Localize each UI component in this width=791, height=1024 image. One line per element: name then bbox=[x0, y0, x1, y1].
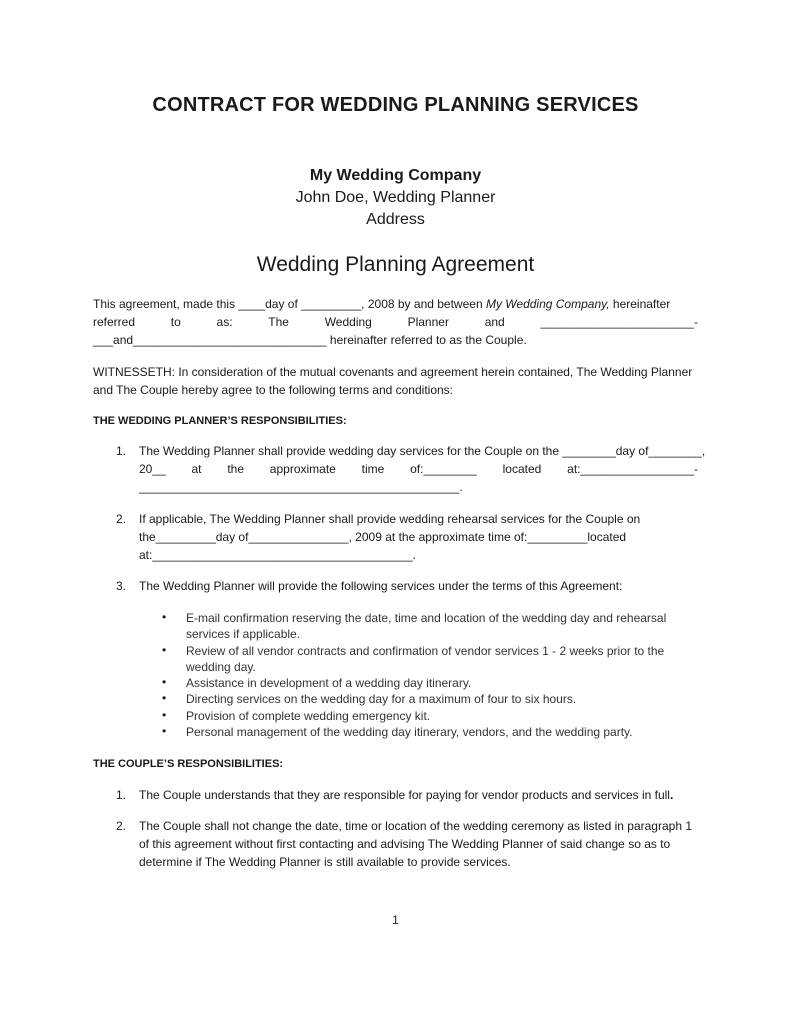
couple-item-1-text: The Couple understands that they are responsible for paying for vendor products and services in full bbox=[139, 788, 670, 802]
planner-item-2-line-2: the_________day of_______________, 2009 at the approximate time of:_________located bbox=[139, 530, 627, 544]
planner-name: John Doe, Wedding Planner bbox=[295, 189, 496, 206]
bullet-icon: • bbox=[162, 675, 167, 689]
intro-line-2 bbox=[93, 313, 698, 331]
item-word: the bbox=[227, 462, 244, 476]
couple-item-2-line-3: determine if The Wedding Planner is still available to provide services. bbox=[139, 855, 511, 869]
service-item-3: Assistance in development of a wedding day itinerary. bbox=[186, 676, 472, 690]
intro-word: as: bbox=[216, 315, 233, 329]
witnesseth-paragraph bbox=[93, 363, 698, 399]
intro-text-a: This agreement, made this ____day of _________, 2008 by and between bbox=[93, 297, 486, 311]
couple-item-1-number: 1. bbox=[116, 788, 127, 802]
intro-word: Wedding bbox=[324, 315, 372, 329]
couple-item-1 bbox=[139, 786, 698, 804]
service-item-5: Provision of complete wedding emergency kit. bbox=[186, 709, 431, 723]
planner-item-2-line-1: If applicable, The Wedding Planner shall provide wedding rehearsal services for the Couple on bbox=[139, 512, 641, 526]
service-item-2-line-2: wedding day. bbox=[186, 660, 256, 674]
witnesseth-line-2: and The Couple hereby agree to the following terms and conditions: bbox=[93, 383, 454, 397]
item-word: approximate bbox=[269, 462, 336, 476]
bullet-icon: • bbox=[162, 643, 167, 657]
planner-item-1-line-2 bbox=[139, 460, 698, 478]
intro-word: Planner bbox=[407, 315, 449, 329]
item-word: 20__ bbox=[139, 462, 166, 476]
intro-word: referred bbox=[93, 315, 136, 329]
item-word: at:_________________- bbox=[567, 462, 698, 476]
intro-word: and bbox=[484, 315, 505, 329]
service-item-4: Directing services on the wedding day for a maximum of four to six hours. bbox=[186, 692, 577, 706]
agreement-title: Wedding Planning Agreement bbox=[256, 253, 535, 276]
couple-item-2-number: 2. bbox=[116, 819, 127, 833]
intro-paragraph bbox=[93, 295, 698, 349]
item-word: of:________ bbox=[410, 462, 477, 476]
page-number: 1 bbox=[392, 913, 399, 927]
planner-item-1-line-1: The Wedding Planner shall provide wedding day services for the Couple on the ________day of________, bbox=[139, 444, 706, 458]
company-address: Address bbox=[366, 211, 425, 228]
planner-item-1 bbox=[139, 442, 706, 496]
planner-item-1-line-3: ________________________________________________. bbox=[139, 480, 463, 494]
intro-line-1 bbox=[93, 295, 698, 313]
bullet-icon: • bbox=[162, 708, 167, 722]
intro-text-b: hereinafter bbox=[609, 297, 671, 311]
couple-item-2 bbox=[139, 817, 698, 871]
service-item-2-line-1: Review of all vendor contracts and confirmation of vendor services 1 - 2 weeks prior to the bbox=[186, 644, 665, 658]
planner-item-3-number: 3. bbox=[116, 579, 127, 593]
bullet-icon: • bbox=[162, 691, 167, 705]
planner-item-2-line-3: at:_______________________________________. bbox=[139, 548, 416, 562]
intro-word: The bbox=[268, 315, 289, 329]
bullet-icon: • bbox=[162, 724, 167, 738]
couple-responsibilities-heading: THE COUPLE’S RESPONSIBILITIES: bbox=[93, 758, 284, 770]
bullet-icon: • bbox=[162, 610, 167, 624]
item-word: at bbox=[191, 462, 202, 476]
intro-word: _______________________- bbox=[540, 315, 698, 329]
planner-item-2 bbox=[139, 510, 698, 564]
couple-item-1-period: . bbox=[669, 788, 674, 802]
item-word: located bbox=[502, 462, 542, 476]
service-item-1-line-1: E-mail confirmation reserving the date, time and location of the wedding day and rehearsal bbox=[186, 611, 667, 625]
planner-item-3-line-1: The Wedding Planner will provide the following services under the terms of this Agreement: bbox=[139, 579, 623, 593]
service-item-1 bbox=[186, 610, 686, 642]
document-title: CONTRACT FOR WEDDING PLANNING SERVICES bbox=[152, 94, 639, 116]
service-item-1-line-2: services if applicable. bbox=[186, 627, 301, 641]
intro-company-name: My Wedding Company, bbox=[485, 297, 610, 311]
couple-item-2-line-2: of this agreement without first contacting and advising The Wedding Planner of said change so as to bbox=[139, 837, 671, 851]
witnesseth-line-1: WITNESSETH: In consideration of the mutual covenants and agreement herein contained, The Wedding Planner bbox=[93, 365, 693, 379]
item-word: time bbox=[361, 462, 385, 476]
planner-item-2-number: 2. bbox=[116, 512, 127, 526]
intro-line-3: ___and_____________________________ hereinafter referred to as the Couple. bbox=[93, 333, 527, 347]
service-item-2 bbox=[186, 643, 686, 675]
intro-word: to bbox=[170, 315, 181, 329]
service-item-6: Personal management of the wedding day itinerary, vendors, and the wedding party. bbox=[186, 725, 633, 739]
planner-item-1-number: 1. bbox=[116, 444, 127, 458]
planner-item-3 bbox=[139, 577, 698, 595]
couple-item-2-line-1: The Couple shall not change the date, time or location of the wedding ceremony as listed in paragraph 1 bbox=[139, 819, 693, 833]
planner-responsibilities-heading: THE WEDDING PLANNER’S RESPONSIBILITIES: bbox=[93, 415, 347, 427]
company-name: My Wedding Company bbox=[309, 167, 482, 184]
